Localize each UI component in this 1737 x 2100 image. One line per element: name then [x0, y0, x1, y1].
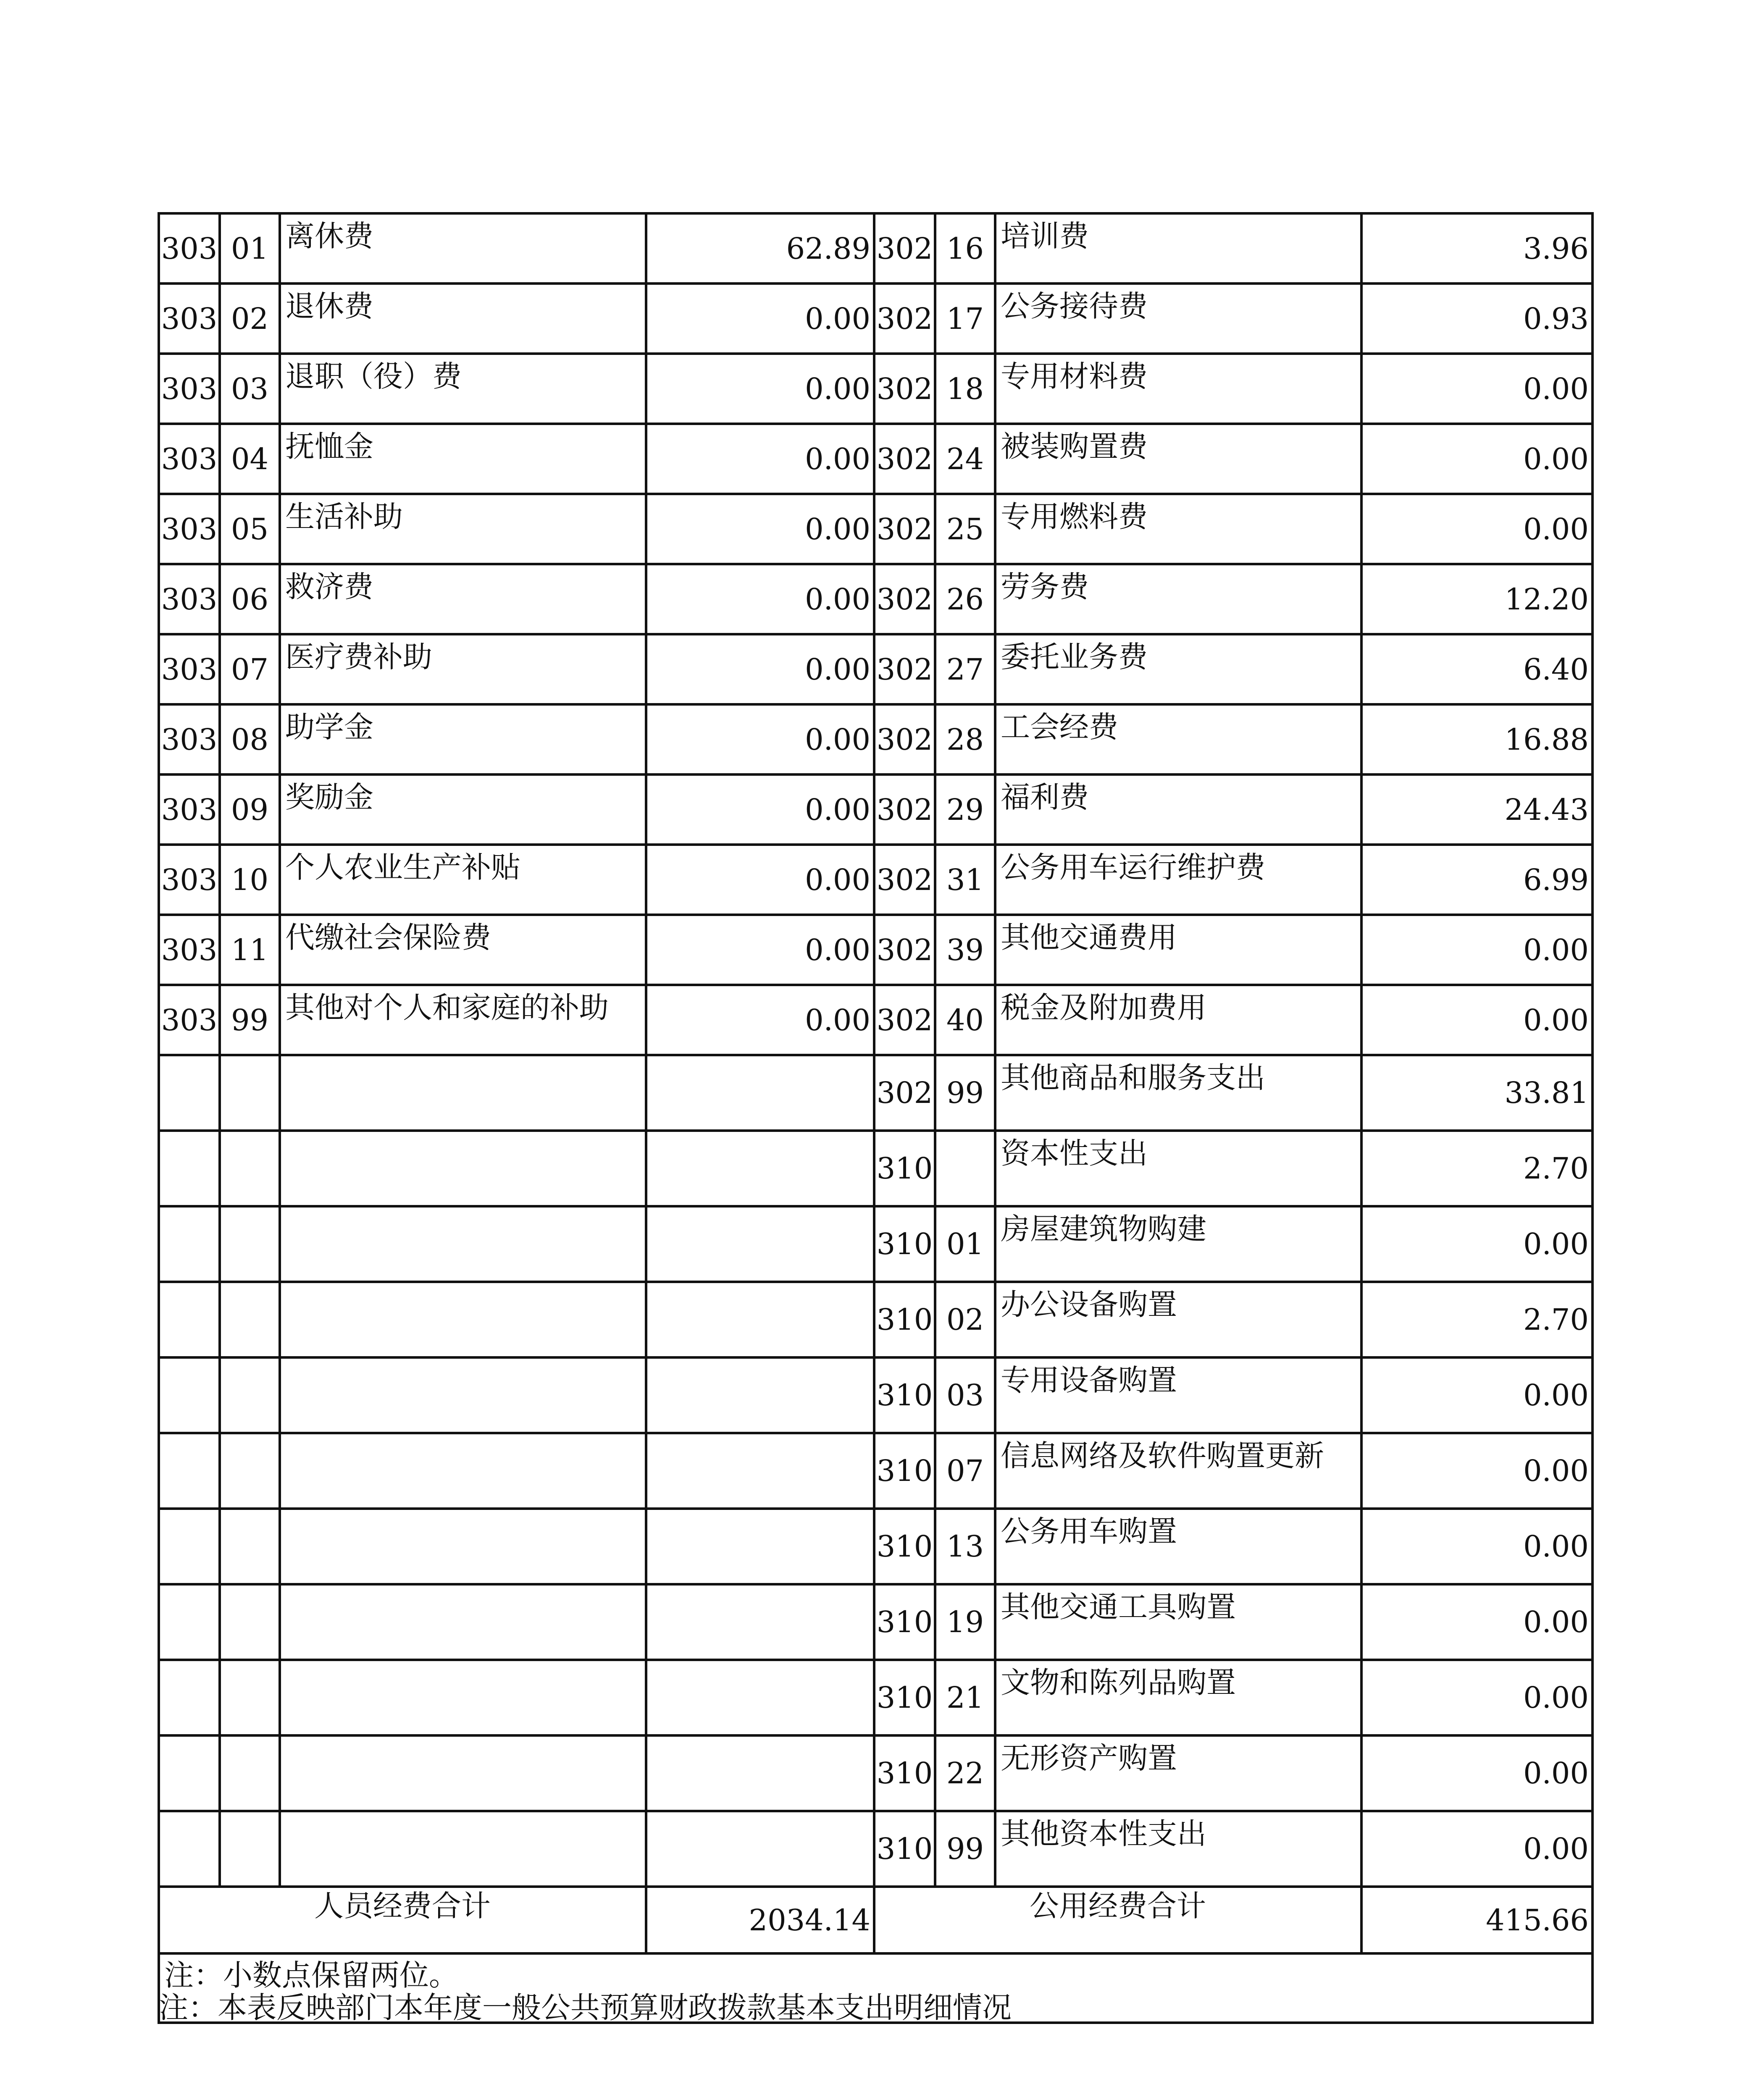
right-class-code: 310 — [874, 1660, 935, 1735]
left-class-code: 303 — [159, 774, 220, 845]
right-amount: 0.00 — [1361, 1206, 1592, 1282]
right-item-name: 其他交通费用 — [995, 915, 1361, 985]
table-row — [159, 774, 1592, 845]
right-amount: 0.00 — [1361, 354, 1592, 424]
left-item-code — [220, 1811, 280, 1887]
left-amount: 0.00 — [646, 284, 874, 354]
right-amount: 6.99 — [1361, 845, 1592, 915]
right-item-code: 22 — [935, 1735, 995, 1811]
right-item-name: 专用设备购置 — [995, 1357, 1361, 1433]
left-item-code: 99 — [220, 985, 280, 1055]
right-class-code: 302 — [874, 284, 935, 354]
right-item-name: 劳务费 — [995, 564, 1361, 634]
right-item-code: 28 — [935, 704, 995, 774]
left-item-code: 10 — [220, 845, 280, 915]
table-row — [159, 1131, 1592, 1206]
left-item-code — [220, 1206, 280, 1282]
table-row — [159, 1206, 1592, 1282]
left-amount — [646, 1811, 874, 1887]
left-item-name: 其他对个人和家庭的补助 — [280, 985, 646, 1055]
right-item-code: 02 — [935, 1282, 995, 1357]
left-item-name — [280, 1433, 646, 1509]
left-amount — [646, 1131, 874, 1206]
left-item-name: 救济费 — [280, 564, 646, 634]
right-item-name: 文物和陈列品购置 — [995, 1660, 1361, 1735]
left-amount — [646, 1584, 874, 1660]
left-amount — [646, 1282, 874, 1357]
left-item-code — [220, 1282, 280, 1357]
left-class-code: 303 — [159, 634, 220, 704]
left-amount: 0.00 — [646, 354, 874, 424]
left-item-name — [280, 1660, 646, 1735]
left-class-code — [159, 1509, 220, 1584]
left-item-code: 08 — [220, 704, 280, 774]
left-item-name — [280, 1811, 646, 1887]
left-class-code — [159, 1584, 220, 1660]
left-amount: 0.00 — [646, 845, 874, 915]
left-class-code — [159, 1357, 220, 1433]
table-row — [159, 1509, 1592, 1584]
right-class-code: 302 — [874, 354, 935, 424]
table-row — [159, 213, 1592, 284]
right-item-code: 27 — [935, 634, 995, 704]
right-amount: 2.70 — [1361, 1131, 1592, 1206]
table-row — [159, 1584, 1592, 1660]
right-item-name: 工会经费 — [995, 704, 1361, 774]
left-class-code — [159, 1282, 220, 1357]
right-class-code: 302 — [874, 704, 935, 774]
left-item-name: 助学金 — [280, 704, 646, 774]
left-class-code: 303 — [159, 564, 220, 634]
left-item-code — [220, 1433, 280, 1509]
public-total-value: 415.66 — [1361, 1887, 1592, 1953]
right-item-code: 31 — [935, 845, 995, 915]
totals-row — [159, 1887, 1592, 1953]
left-item-code: 07 — [220, 634, 280, 704]
left-class-code — [159, 1131, 220, 1206]
right-amount: 0.00 — [1361, 1811, 1592, 1887]
left-item-code: 09 — [220, 774, 280, 845]
right-item-name: 无形资产购置 — [995, 1735, 1361, 1811]
table-row — [159, 1357, 1592, 1433]
left-item-code: 02 — [220, 284, 280, 354]
right-item-name: 福利费 — [995, 774, 1361, 845]
left-amount: 0.00 — [646, 424, 874, 494]
right-item-code: 99 — [935, 1811, 995, 1887]
right-class-code: 310 — [874, 1811, 935, 1887]
table-row — [159, 845, 1592, 915]
right-class-code: 310 — [874, 1735, 935, 1811]
left-class-code: 303 — [159, 845, 220, 915]
right-class-code: 302 — [874, 213, 935, 284]
left-item-name — [280, 1055, 646, 1131]
left-item-name — [280, 1131, 646, 1206]
right-class-code: 302 — [874, 494, 935, 564]
right-class-code: 310 — [874, 1357, 935, 1433]
right-item-code: 39 — [935, 915, 995, 985]
left-item-name: 退职（役）费 — [280, 354, 646, 424]
left-amount: 0.00 — [646, 634, 874, 704]
table-row — [159, 564, 1592, 634]
left-class-code: 303 — [159, 424, 220, 494]
left-amount — [646, 1660, 874, 1735]
right-amount: 12.20 — [1361, 564, 1592, 634]
left-amount: 0.00 — [646, 985, 874, 1055]
right-item-name: 其他交通工具购置 — [995, 1584, 1361, 1660]
left-item-name — [280, 1282, 646, 1357]
right-class-code: 310 — [874, 1206, 935, 1282]
right-amount: 3.96 — [1361, 213, 1592, 284]
right-amount: 24.43 — [1361, 774, 1592, 845]
left-item-name — [280, 1509, 646, 1584]
left-item-name: 代缴社会保险费 — [280, 915, 646, 985]
right-amount: 0.00 — [1361, 494, 1592, 564]
left-class-code — [159, 1055, 220, 1131]
left-amount — [646, 1735, 874, 1811]
right-item-code: 07 — [935, 1433, 995, 1509]
right-item-code: 21 — [935, 1660, 995, 1735]
table-note: 注：小数点保留两位。 — [159, 1953, 1592, 2023]
left-item-name: 退休费 — [280, 284, 646, 354]
right-class-code: 302 — [874, 1055, 935, 1131]
table-row — [159, 1811, 1592, 1887]
left-item-code: 05 — [220, 494, 280, 564]
left-amount: 0.00 — [646, 915, 874, 985]
right-class-code: 310 — [874, 1509, 935, 1584]
right-item-name: 办公设备购置 — [995, 1282, 1361, 1357]
right-item-name: 资本性支出 — [995, 1131, 1361, 1206]
left-class-code: 303 — [159, 284, 220, 354]
left-amount: 62.89 — [646, 213, 874, 284]
right-item-name: 信息网络及软件购置更新 — [995, 1433, 1361, 1509]
left-item-code — [220, 1357, 280, 1433]
right-amount: 0.00 — [1361, 1357, 1592, 1433]
right-class-code: 302 — [874, 774, 935, 845]
right-item-code: 17 — [935, 284, 995, 354]
left-amount: 0.00 — [646, 774, 874, 845]
table-row — [159, 354, 1592, 424]
left-item-code — [220, 1509, 280, 1584]
right-amount: 0.00 — [1361, 1433, 1592, 1509]
left-class-code: 303 — [159, 985, 220, 1055]
left-item-code: 03 — [220, 354, 280, 424]
right-item-name: 房屋建筑物购建 — [995, 1206, 1361, 1282]
left-class-code — [159, 1433, 220, 1509]
right-item-name: 其他资本性支出 — [995, 1811, 1361, 1887]
right-class-code: 310 — [874, 1131, 935, 1206]
left-item-code — [220, 1660, 280, 1735]
table-row — [159, 284, 1592, 354]
left-class-code: 303 — [159, 354, 220, 424]
left-item-name: 抚恤金 — [280, 424, 646, 494]
right-amount: 0.00 — [1361, 985, 1592, 1055]
left-class-code — [159, 1735, 220, 1811]
table-row — [159, 1735, 1592, 1811]
left-class-code: 303 — [159, 704, 220, 774]
left-item-name: 生活补助 — [280, 494, 646, 564]
right-item-code: 16 — [935, 213, 995, 284]
left-item-name: 奖励金 — [280, 774, 646, 845]
right-class-code: 302 — [874, 985, 935, 1055]
right-item-code: 13 — [935, 1509, 995, 1584]
left-amount: 0.00 — [646, 564, 874, 634]
left-amount — [646, 1509, 874, 1584]
left-item-code — [220, 1131, 280, 1206]
left-class-code — [159, 1660, 220, 1735]
right-class-code: 302 — [874, 564, 935, 634]
table-row — [159, 985, 1592, 1055]
left-item-code: 11 — [220, 915, 280, 985]
table-row — [159, 1055, 1592, 1131]
right-item-name: 税金及附加费用 — [995, 985, 1361, 1055]
right-item-name: 委托业务费 — [995, 634, 1361, 704]
table-row — [159, 424, 1592, 494]
table-row — [159, 494, 1592, 564]
right-class-code: 302 — [874, 845, 935, 915]
right-item-name: 公务用车购置 — [995, 1509, 1361, 1584]
left-amount — [646, 1055, 874, 1131]
right-amount: 0.93 — [1361, 284, 1592, 354]
right-item-name: 被装购置费 — [995, 424, 1361, 494]
right-amount: 0.00 — [1361, 1735, 1592, 1811]
left-class-code — [159, 1811, 220, 1887]
left-amount — [646, 1206, 874, 1282]
right-amount: 0.00 — [1361, 915, 1592, 985]
left-amount: 0.00 — [646, 494, 874, 564]
left-class-code — [159, 1206, 220, 1282]
table-row — [159, 915, 1592, 985]
public-total-label: 公用经费合计 — [874, 1887, 1361, 1953]
right-item-code: 24 — [935, 424, 995, 494]
personnel-total-label: 人员经费合计 — [159, 1887, 646, 1953]
right-amount: 0.00 — [1361, 424, 1592, 494]
right-item-code: 19 — [935, 1584, 995, 1660]
table-row — [159, 1282, 1592, 1357]
left-item-name — [280, 1584, 646, 1660]
right-class-code: 302 — [874, 424, 935, 494]
left-item-name — [280, 1357, 646, 1433]
right-item-code: 18 — [935, 354, 995, 424]
right-item-name: 培训费 — [995, 213, 1361, 284]
left-amount: 0.00 — [646, 704, 874, 774]
left-item-name: 个人农业生产补贴 — [280, 845, 646, 915]
right-class-code: 302 — [874, 915, 935, 985]
left-class-code: 303 — [159, 494, 220, 564]
right-item-code: 25 — [935, 494, 995, 564]
right-item-name: 其他商品和服务支出 — [995, 1055, 1361, 1131]
table-row — [159, 1660, 1592, 1735]
left-class-code: 303 — [159, 915, 220, 985]
left-item-name — [280, 1206, 646, 1282]
table-row — [159, 634, 1592, 704]
table-row — [159, 1433, 1592, 1509]
right-item-code: 29 — [935, 774, 995, 845]
right-amount: 6.40 — [1361, 634, 1592, 704]
left-item-code — [220, 1584, 280, 1660]
right-amount: 33.81 — [1361, 1055, 1592, 1131]
left-item-code: 01 — [220, 213, 280, 284]
left-item-code: 04 — [220, 424, 280, 494]
left-item-code: 06 — [220, 564, 280, 634]
right-item-code: 40 — [935, 985, 995, 1055]
left-amount — [646, 1357, 874, 1433]
right-amount: 2.70 — [1361, 1282, 1592, 1357]
left-item-code — [220, 1055, 280, 1131]
left-item-name: 医疗费补助 — [280, 634, 646, 704]
table-body — [159, 213, 1592, 1887]
expenditure-detail-table — [158, 212, 1594, 2024]
left-class-code: 303 — [159, 213, 220, 284]
right-class-code: 310 — [874, 1584, 935, 1660]
left-amount — [646, 1433, 874, 1509]
right-amount: 0.00 — [1361, 1584, 1592, 1660]
right-item-code: 01 — [935, 1206, 995, 1282]
right-amount: 16.88 — [1361, 704, 1592, 774]
left-item-name — [280, 1735, 646, 1811]
right-item-code: 26 — [935, 564, 995, 634]
right-class-code: 310 — [874, 1282, 935, 1357]
right-class-code: 310 — [874, 1433, 935, 1509]
left-item-name: 离休费 — [280, 213, 646, 284]
personnel-total-value: 2034.14 — [646, 1887, 874, 1953]
right-amount: 0.00 — [1361, 1660, 1592, 1735]
right-item-code: 03 — [935, 1357, 995, 1433]
right-item-name: 公务接待费 — [995, 284, 1361, 354]
right-item-code: 99 — [935, 1055, 995, 1131]
right-item-code — [935, 1131, 995, 1206]
left-item-code — [220, 1735, 280, 1811]
right-item-name: 公务用车运行维护费 — [995, 845, 1361, 915]
table-row — [159, 704, 1592, 774]
page-footnote: 注：本表反映部门本年度一般公共预算财政拨款基本支出明细情况 — [159, 1990, 1012, 2025]
right-class-code: 302 — [874, 634, 935, 704]
right-item-name: 专用燃料费 — [995, 494, 1361, 564]
right-item-name: 专用材料费 — [995, 354, 1361, 424]
right-amount: 0.00 — [1361, 1509, 1592, 1584]
